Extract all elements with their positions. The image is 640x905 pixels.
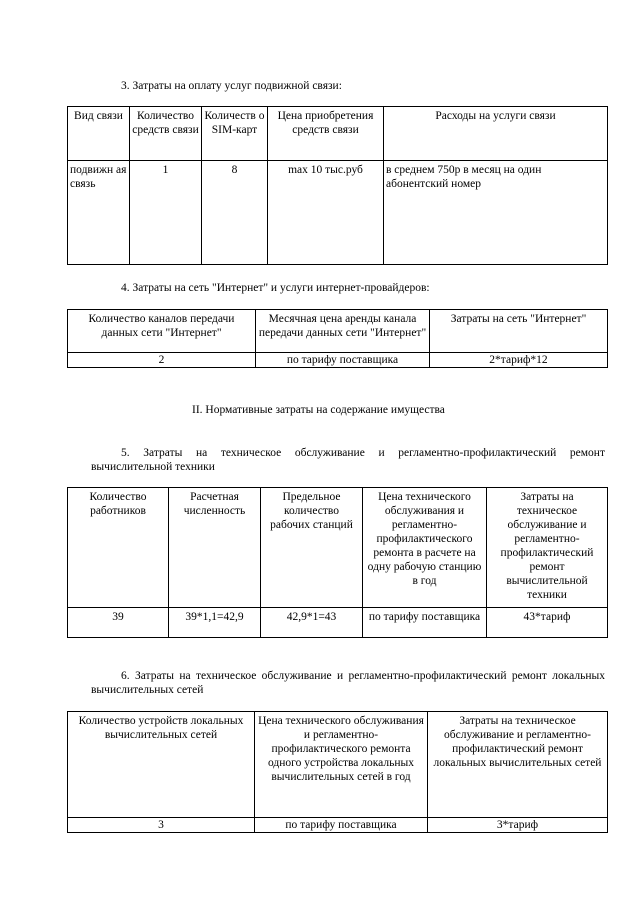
section3-table	[67, 106, 608, 265]
table-header-cell: Расходы на услуги связи	[384, 107, 608, 161]
table-cell: 2*тариф*12	[430, 353, 608, 368]
table-header-cell: Количество каналов передачи данных сети "Интернет"	[68, 310, 256, 353]
table-cell: 39*1,1=42,9	[169, 608, 261, 638]
section3-heading: 3. Затраты на оплату услуг подвижной связи:	[121, 80, 342, 92]
table-header-cell: Вид связи	[68, 107, 130, 161]
table-cell: подвижн ая связь	[68, 161, 130, 265]
table-row	[68, 353, 608, 368]
table-cell: 3	[68, 818, 255, 833]
table-cell: 8	[202, 161, 268, 265]
part2-title: II. Нормативные затраты на содержание имущества	[192, 404, 445, 416]
section4-heading: 4. Затраты на сеть "Интернет" и услуги интернет-провайдеров:	[121, 282, 430, 294]
table-header-cell: Расчетная численность	[169, 488, 261, 608]
table-row	[68, 608, 608, 638]
table-cell: 2	[68, 353, 256, 368]
table-header-cell: Цена технического обслуживания и регламентно-профилактического ремонта в расчете на одну рабочую станцию в год	[363, 488, 487, 608]
table-header-cell: Цена приобретения средств связи	[268, 107, 384, 161]
table-cell: max 10 тыс.руб	[268, 161, 384, 265]
section4-table	[67, 309, 608, 368]
table-header-row	[68, 107, 608, 161]
section6-table	[67, 711, 608, 833]
table-header-row	[68, 310, 608, 353]
table-cell: по тарифу поставщика	[256, 353, 430, 368]
table-header-cell: Цена технического обслуживания и регламентно-профилактического ремонта одного устройства локальных вычислительных сетей в год	[255, 712, 428, 818]
table-cell: по тарифу поставщика	[255, 818, 428, 833]
table-header-cell: Количество работников	[68, 488, 169, 608]
table-header-cell: Количество средств связи	[130, 107, 202, 161]
table-cell: в среднем 750р в месяц на один абонентский номер	[384, 161, 608, 265]
table-cell: 3*тариф	[428, 818, 608, 833]
table-cell: 1	[130, 161, 202, 265]
table-cell: по тарифу поставщика	[363, 608, 487, 638]
table-cell: 43*тариф	[487, 608, 608, 638]
table-header-cell: Количество устройств локальных вычислительных сетей	[68, 712, 255, 818]
table-header-cell: Затраты на техническое обслуживание и регламентно-профилактический ремонт локальных вычислительных сетей	[428, 712, 608, 818]
table-cell: 42,9*1=43	[261, 608, 363, 638]
table-header-cell: Предельное количество рабочих станций	[261, 488, 363, 608]
table-header-cell: Затраты на техническое обслуживание и регламентно-профилактический ремонт вычислительной техники	[487, 488, 608, 608]
table-row	[68, 161, 608, 265]
section6-heading: 6. Затраты на техническое обслуживание и регламентно-профилактический ремонт локальных вычислительных сетей	[91, 670, 605, 696]
table-header-cell: Месячная цена аренды канала передачи данных сети "Интернет"	[256, 310, 430, 353]
table-header-cell: Количеств о SIM-карт	[202, 107, 268, 161]
table-row	[68, 818, 608, 833]
section5-table	[67, 487, 608, 638]
table-header-cell: Затраты на сеть "Интернет"	[430, 310, 608, 353]
table-header-row	[68, 712, 608, 818]
section5-heading: 5. Затраты на техническое обслуживание и регламентно-профилактический ремонт вычислительной техники	[91, 447, 605, 473]
table-cell: 39	[68, 608, 169, 638]
table-header-row	[68, 488, 608, 608]
